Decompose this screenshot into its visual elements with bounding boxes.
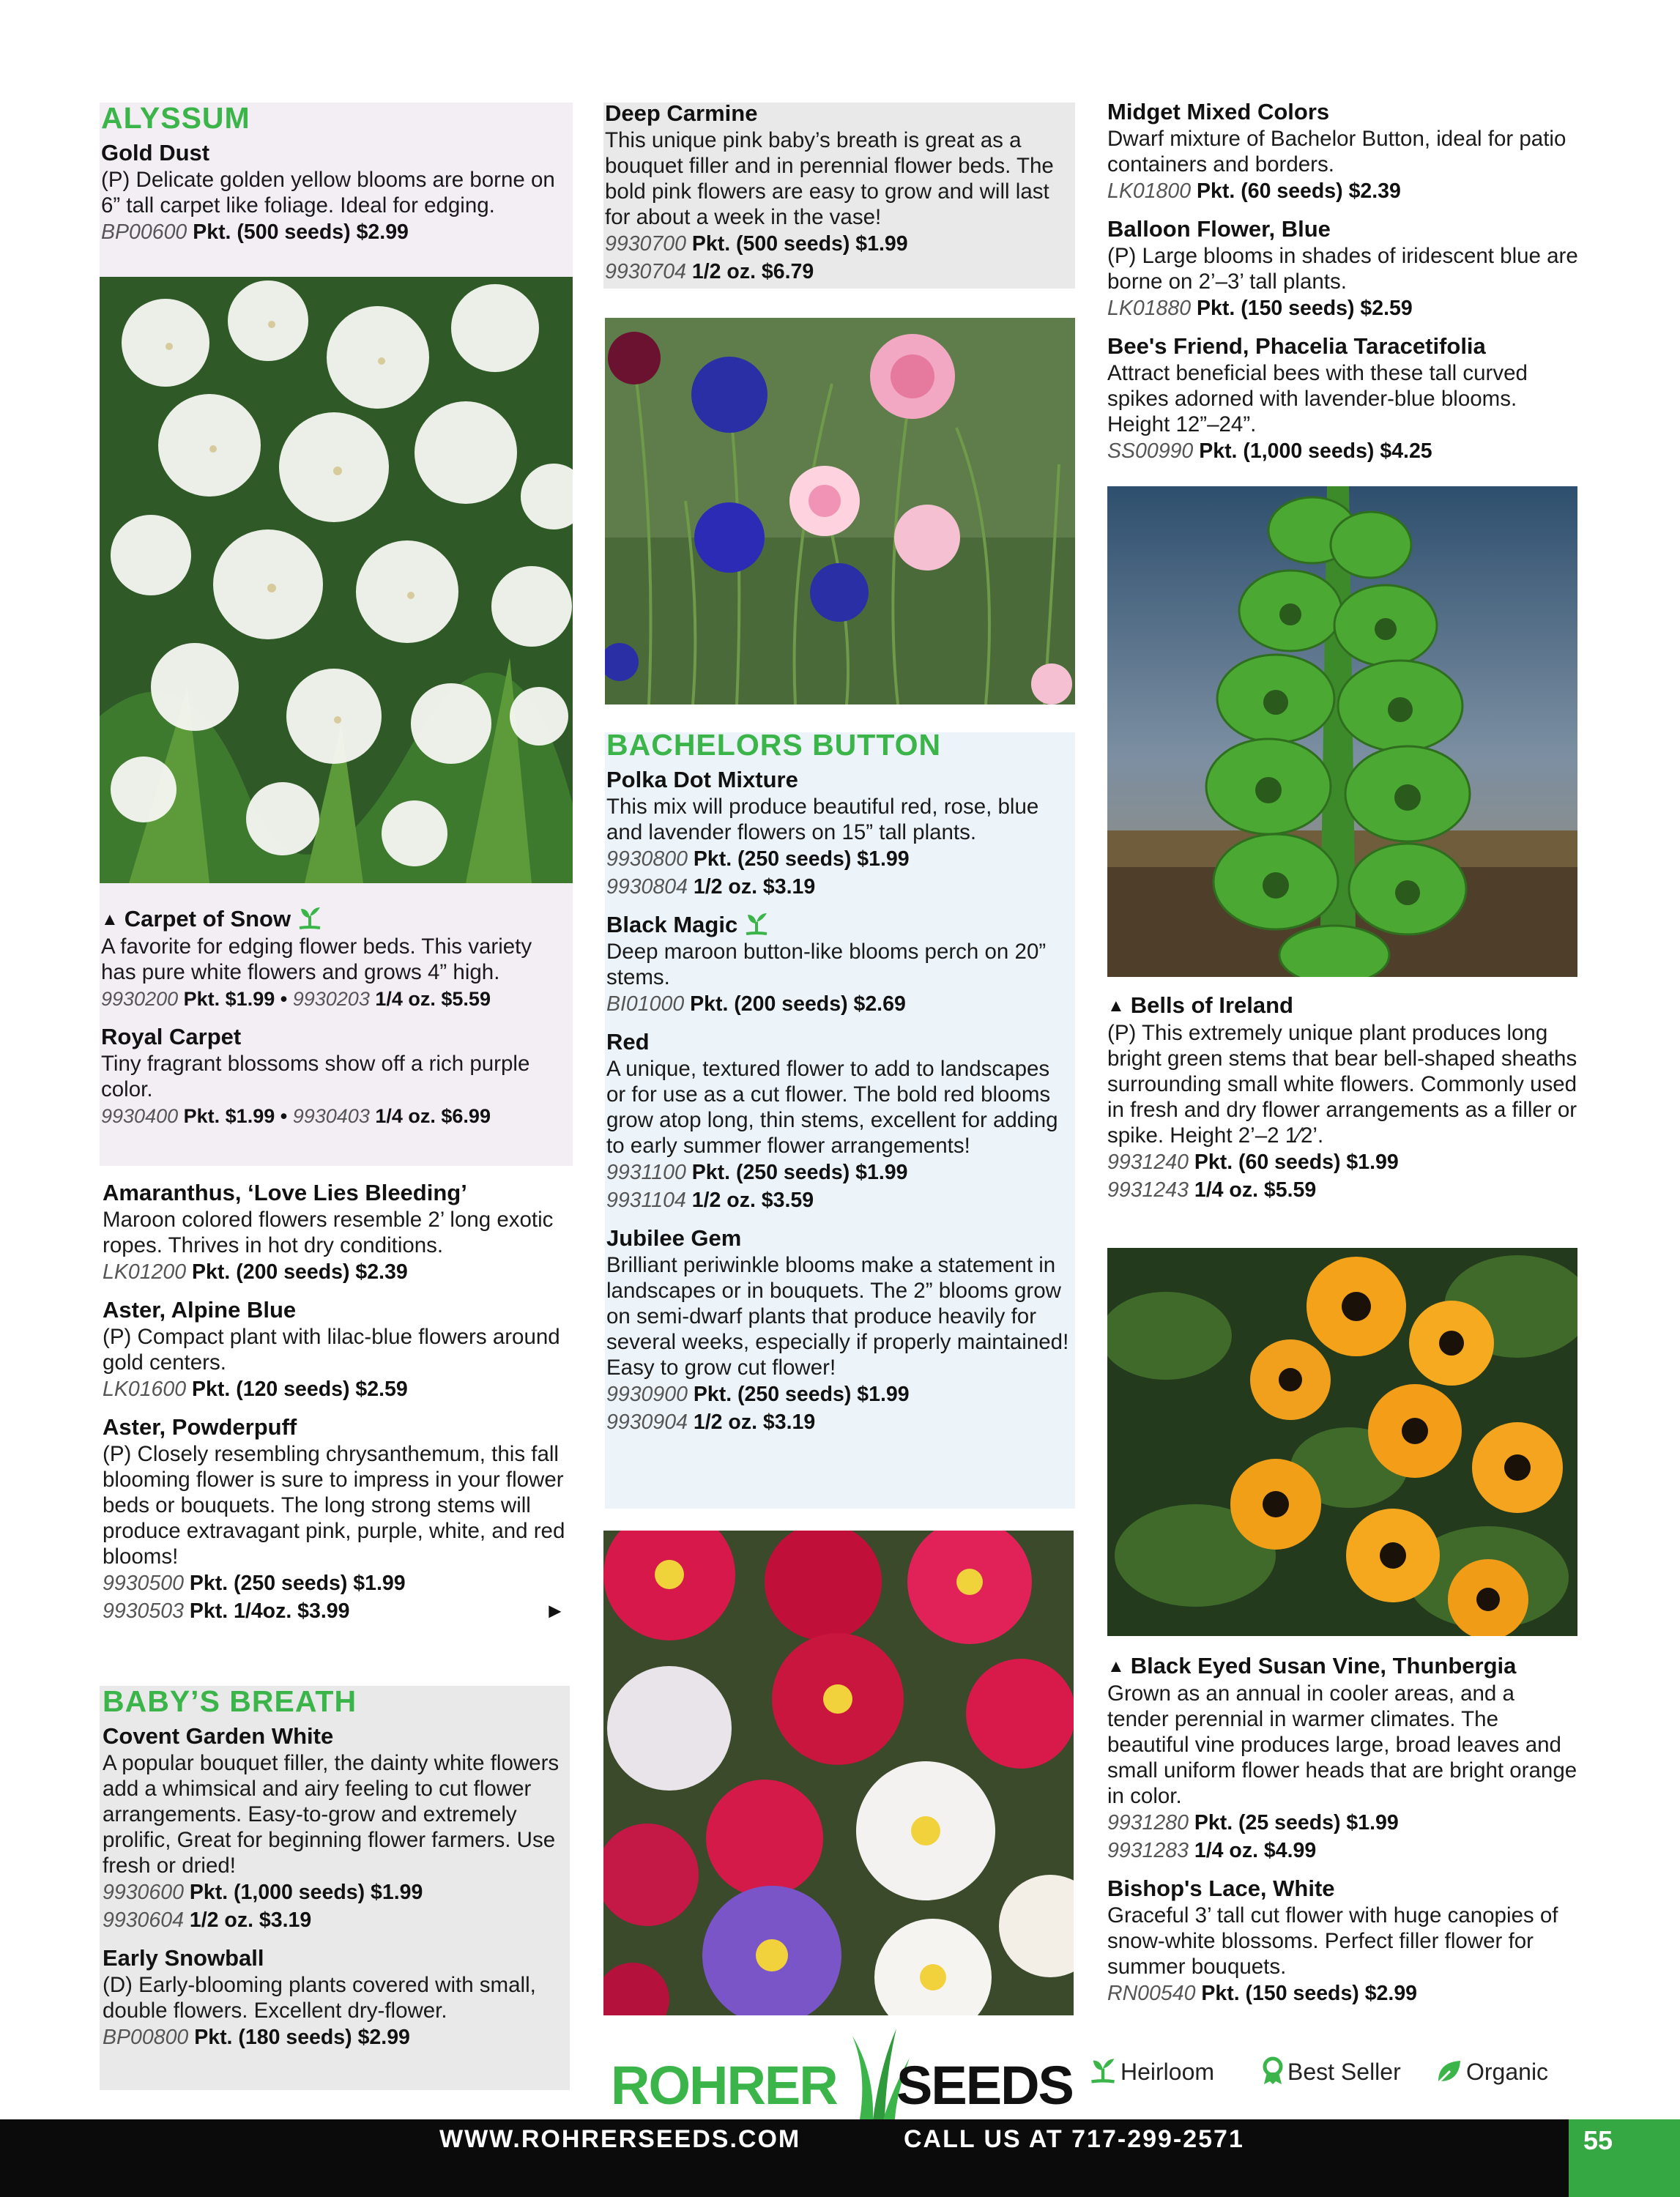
sku: 9931280 — [1107, 1811, 1189, 1834]
price: 1/2 oz. $3.59 — [691, 1189, 814, 1212]
product-price-line — [1107, 1148, 1579, 1176]
sku: RN00540 — [1107, 1982, 1196, 2005]
alyssum-photo — [100, 277, 573, 883]
product-midget-mixed — [1107, 98, 1579, 205]
product-early-snowball — [103, 1944, 568, 2051]
sku: 9931240 — [1107, 1150, 1189, 1174]
product-desc: This mix will produce beautiful red, rose, blue and lavender flowers on 15” tall plants. — [606, 795, 1039, 844]
price: Pkt. 1/4oz. $3.99 — [189, 1599, 350, 1623]
section-title-bachelors-button: BACHELORS BUTTON — [606, 728, 942, 762]
legend-label: Organic — [1466, 2059, 1549, 2085]
product-price-line — [605, 258, 1074, 286]
product-price-line — [103, 1878, 568, 1906]
product-price-line — [101, 218, 571, 246]
price: 1/4 oz. $4.99 — [1194, 1839, 1317, 1862]
product-price-line — [605, 230, 1074, 258]
product-desc: Graceful 3’ tall cut flower with huge canopies of snow-white blossoms. Perfect filler flower for summer bouquets. — [1107, 1903, 1558, 1979]
product-price-line — [606, 1380, 1074, 1408]
product-price-line — [1107, 1176, 1579, 1204]
arrow-right-icon: ► — [544, 1599, 565, 1623]
sku: LK01600 — [103, 1378, 187, 1401]
product-name: Carpet of Snow — [124, 906, 291, 932]
heirloom-icon — [1088, 2056, 1118, 2086]
price: 1/2 oz. $3.19 — [189, 1908, 312, 1932]
sku: 9930600 — [103, 1881, 184, 1904]
price: 1/4 oz. $5.59 — [375, 988, 491, 1010]
product-covent-garden — [103, 1722, 568, 1934]
product-name: Covent Garden White — [103, 1723, 334, 1749]
product-desc: (P) This extremely unique plant produces long bright green stems that bear bell-shaped sheaths surrounding small white flowers. Commonly used in fresh and dry flower arrangements as a filler or spike. Height 2’–2 1⁄2’. — [1107, 1021, 1577, 1148]
price: Pkt. (250 seeds) $1.99 — [693, 1383, 910, 1406]
sku: 9930604 — [103, 1908, 184, 1932]
logo-word-seeds: SEEDS — [896, 2055, 1073, 2116]
rohrer-seeds-logo[interactable] — [611, 2029, 1073, 2119]
separator: • — [280, 988, 288, 1010]
sku: 9930804 — [606, 875, 688, 899]
sku: 9931100 — [606, 1161, 686, 1184]
section-title-alyssum: ALYSSUM — [101, 101, 250, 135]
product-name: Bells of Ireland — [1130, 992, 1293, 1018]
product-price-line — [1107, 437, 1579, 465]
product-price-line — [1107, 1809, 1579, 1837]
product-gold-dust — [101, 139, 571, 246]
product-price-line — [101, 1102, 571, 1130]
product-name: Early Snowball — [103, 1945, 264, 1971]
product-name-row — [1107, 1652, 1579, 1681]
sku: SS00990 — [1107, 439, 1194, 463]
product-price-line — [103, 1906, 568, 1934]
product-price-line — [103, 1597, 573, 1625]
product-name: Deep Carmine — [605, 100, 758, 126]
sku: 9930503 — [103, 1599, 184, 1623]
footer-bar — [0, 2119, 1680, 2197]
product-amaranthus — [103, 1179, 573, 1286]
product-name: Bee's Friend, Phacelia Taracetifolia — [1107, 333, 1486, 359]
bells-of-ireland-photo — [1107, 486, 1577, 977]
price: Pkt. (150 seeds) $2.59 — [1197, 297, 1413, 320]
sku: 9930904 — [606, 1410, 688, 1434]
product-name: Bishop's Lace, White — [1107, 1876, 1335, 1901]
product-desc: (P) Large blooms in shades of iridescent blue are borne on 2’–3’ tall plants. — [1107, 244, 1578, 294]
price: Pkt. (1,000 seeds) $4.25 — [1199, 439, 1432, 463]
price: Pkt. (25 seeds) $1.99 — [1194, 1811, 1399, 1834]
aster-photo — [603, 1531, 1074, 2015]
sku: 9930900 — [606, 1383, 688, 1406]
product-black-eyed-susan — [1107, 1652, 1579, 1865]
price: Pkt. (200 seeds) $2.69 — [690, 992, 906, 1016]
sku: 9930700 — [605, 232, 686, 256]
alyssum-lower-block — [101, 905, 571, 1130]
page-number: 55 — [1583, 2125, 1613, 2155]
sku: 9930203 — [292, 988, 370, 1010]
footer-phone[interactable]: CALL US AT 717-299-2571 — [904, 2125, 1244, 2153]
product-black-magic — [606, 911, 1074, 1018]
product-name: Gold Dust — [101, 140, 210, 166]
product-desc: Attract beneficial bees with these tall curved spikes adorned with lavender-blue blooms. Height 12”–24”. — [1107, 361, 1528, 436]
sku: 9931283 — [1107, 1839, 1189, 1862]
product-bells-of-ireland — [1107, 992, 1579, 1204]
product-name: Royal Carpet — [101, 1024, 242, 1049]
price: Pkt. (500 seeds) $1.99 — [691, 232, 908, 256]
babys-breath-block — [103, 1683, 568, 2051]
product-desc: Tiny fragrant blossoms show off a rich purple color. — [101, 1052, 530, 1101]
product-price-line — [1107, 1837, 1579, 1865]
price: 1/4 oz. $6.99 — [375, 1105, 491, 1127]
sku: LK01880 — [1107, 297, 1192, 320]
product-name: Aster, Alpine Blue — [103, 1297, 297, 1323]
product-aster-alpine — [103, 1296, 573, 1403]
product-desc: This unique pink baby’s breath is great as a bouquet filler and in perennial flower beds. The bold pink flowers are easy to grow and will last for about a week in the vase! — [605, 128, 1054, 229]
product-desc: Maroon colored flowers resemble 2’ long exotic ropes. Thrives in hot dry conditions. — [103, 1208, 554, 1257]
product-red — [606, 1028, 1074, 1214]
sku: 9930500 — [103, 1572, 184, 1595]
product-name-row — [606, 911, 1074, 939]
sku: 9930400 — [101, 1105, 179, 1127]
asters-block — [103, 1179, 573, 1625]
product-price-line — [606, 845, 1074, 873]
sku: 9930800 — [606, 847, 688, 871]
product-name: Balloon Flower, Blue — [1107, 216, 1331, 242]
price: Pkt. (200 seeds) $2.39 — [192, 1260, 408, 1284]
product-desc: Deep maroon button-like blooms perch on 20” stems. — [606, 940, 1047, 989]
product-desc: (P) Compact plant with lilac-blue flowers around gold centers. — [103, 1325, 560, 1375]
legend-organic — [1434, 2056, 1548, 2086]
price: Pkt. (250 seeds) $1.99 — [691, 1161, 908, 1184]
product-name: Midget Mixed Colors — [1107, 99, 1330, 124]
heirloom-icon — [297, 906, 323, 931]
product-desc: Brilliant periwinkle blooms make a statement in landscapes or in bouquets. The 2” blooms grow on semi-dwarf plants that produce heavily for several weeks, especially if properly maintained! Easy to grow cut flower! — [606, 1253, 1069, 1380]
product-deep-carmine — [605, 100, 1074, 286]
product-royal-carpet — [101, 1023, 571, 1130]
sku: 9931243 — [1107, 1178, 1189, 1202]
sku: LK01800 — [1107, 179, 1192, 203]
alyssum-top-block — [101, 100, 571, 246]
price: Pkt. (180 seeds) $2.99 — [194, 2026, 410, 2049]
sku: 9931104 — [606, 1189, 686, 1212]
sku: BP00600 — [101, 220, 187, 244]
product-price-line — [103, 1258, 573, 1286]
product-bishops-lace — [1107, 1875, 1579, 2007]
product-desc: A favorite for edging flower beds. This variety has pure white flowers and grows 4” high. — [101, 934, 532, 984]
price: 1/2 oz. $6.79 — [691, 260, 814, 283]
organic-icon — [1434, 2056, 1463, 2086]
footer-website-link[interactable]: WWW.ROHRERSEEDS.COM — [439, 2125, 801, 2153]
product-name: Aster, Powderpuff — [103, 1414, 297, 1440]
heirloom-icon — [743, 912, 770, 937]
sku: 9930403 — [292, 1105, 370, 1127]
col3-top-block — [1107, 98, 1579, 465]
product-name: Jubilee Gem — [606, 1225, 742, 1251]
product-price-line — [606, 990, 1074, 1018]
product-price-line — [606, 873, 1074, 901]
product-price-line — [103, 2023, 568, 2051]
price: Pkt. (1,000 seeds) $1.99 — [189, 1881, 423, 1904]
product-desc: (P) Closely resembling chrysanthemum, this fall blooming flower is sure to impress in your flower beds or bouquets. The long strong stems will produce extravagant pink, purple, white, and red blooms! — [103, 1442, 565, 1569]
product-polka-dot — [606, 766, 1074, 901]
price: 1/2 oz. $3.19 — [693, 1410, 816, 1434]
product-price-line — [606, 1408, 1074, 1436]
sku: LK01200 — [103, 1260, 187, 1284]
legend-label: Best Seller — [1287, 2059, 1401, 2085]
product-name: Red — [606, 1029, 650, 1055]
product-desc: A unique, textured flower to add to landscapes or for use as a cut flower. The bold red blooms grow atop long, thin stems, excellent for adding to early summer flower arrangements! — [606, 1057, 1058, 1158]
product-balloon-flower — [1107, 215, 1579, 322]
bachelors-button-photo — [605, 318, 1075, 705]
product-desc: Dwarf mixture of Bachelor Button, ideal for patio containers and borders. — [1107, 127, 1566, 176]
separator: • — [280, 1105, 288, 1127]
product-name: Black Eyed Susan Vine, Thunbergia — [1130, 1653, 1517, 1679]
black-eyed-susan-photo — [1107, 1248, 1577, 1636]
price: Pkt. (60 seeds) $2.39 — [1197, 179, 1401, 203]
product-jubilee-gem — [606, 1224, 1074, 1436]
price: Pkt. (150 seeds) $2.99 — [1201, 1982, 1418, 2005]
product-name-row — [101, 905, 571, 934]
sku: BI01000 — [606, 992, 685, 1016]
product-price-line — [1107, 177, 1579, 205]
best-seller-icon — [1261, 2056, 1285, 2086]
price: 1/4 oz. $5.59 — [1194, 1178, 1317, 1202]
price: Pkt. $1.99 — [183, 988, 275, 1010]
featured-triangle: ▲ — [1107, 1657, 1125, 1676]
featured-triangle: ▲ — [1107, 996, 1125, 1016]
price: 1/2 oz. $3.19 — [693, 875, 816, 899]
legend-heirloom — [1088, 2056, 1214, 2086]
product-desc: (D) Early-blooming plants covered with small, double flowers. Excellent dry-flower. — [103, 1973, 536, 2023]
price: Pkt. (500 seeds) $2.99 — [193, 220, 409, 244]
product-name: Black Magic — [606, 912, 738, 937]
col3-bottom-block — [1107, 1652, 1579, 2007]
sku: BP00800 — [103, 2026, 189, 2049]
price: Pkt. (120 seeds) $2.59 — [192, 1378, 408, 1401]
product-price-line — [103, 1569, 573, 1597]
product-desc: A popular bouquet filler, the dainty white flowers add a whimsical and airy feeling to cut flower arrangements. Easy-to-grow and extremely prolific, Great for beginning flower farmers. Use fresh or dried! — [103, 1751, 560, 1878]
featured-triangle: ▲ — [101, 910, 119, 929]
price: Pkt. $1.99 — [183, 1105, 275, 1127]
product-desc: Grown as an annual in cooler areas, and a tender perennial in warmer climates. The beautiful vine produces large, broad leaves and small uniform flower heads that are bright orange in color. — [1107, 1681, 1577, 1808]
logo-word-rohrer: ROHRER — [611, 2055, 837, 2116]
product-price-line — [1107, 294, 1579, 322]
product-desc: (P) Delicate golden yellow blooms are borne on 6” tall carpet like foliage. Ideal for edging. — [101, 168, 555, 218]
product-price-line — [1107, 1979, 1579, 2007]
sku: 9930704 — [605, 260, 686, 283]
product-name-row — [1107, 992, 1579, 1020]
product-price-line — [103, 1375, 573, 1403]
section-title-babys-breath: BABY’S BREATH — [103, 1684, 357, 1718]
product-name: Polka Dot Mixture — [606, 767, 798, 792]
legend-label: Heirloom — [1120, 2059, 1215, 2085]
sku: 9930200 — [101, 988, 179, 1010]
price: Pkt. (250 seeds) $1.99 — [693, 847, 910, 871]
legend-best-seller — [1261, 2056, 1401, 2086]
product-aster-powderpuff — [103, 1413, 573, 1625]
product-bees-friend — [1107, 332, 1579, 465]
product-price-line — [606, 1186, 1074, 1214]
product-price-line — [606, 1159, 1074, 1186]
deep-carmine-block — [605, 100, 1074, 286]
product-price-line — [101, 985, 571, 1013]
price: Pkt. (60 seeds) $1.99 — [1194, 1150, 1399, 1174]
bachelors-button-block — [606, 726, 1074, 1436]
product-name: Amaranthus, ‘Love Lies Bleeding’ — [103, 1180, 467, 1205]
price: Pkt. (250 seeds) $1.99 — [189, 1572, 406, 1595]
product-carpet-of-snow — [101, 905, 571, 1013]
col3-mid-block — [1107, 992, 1579, 1204]
